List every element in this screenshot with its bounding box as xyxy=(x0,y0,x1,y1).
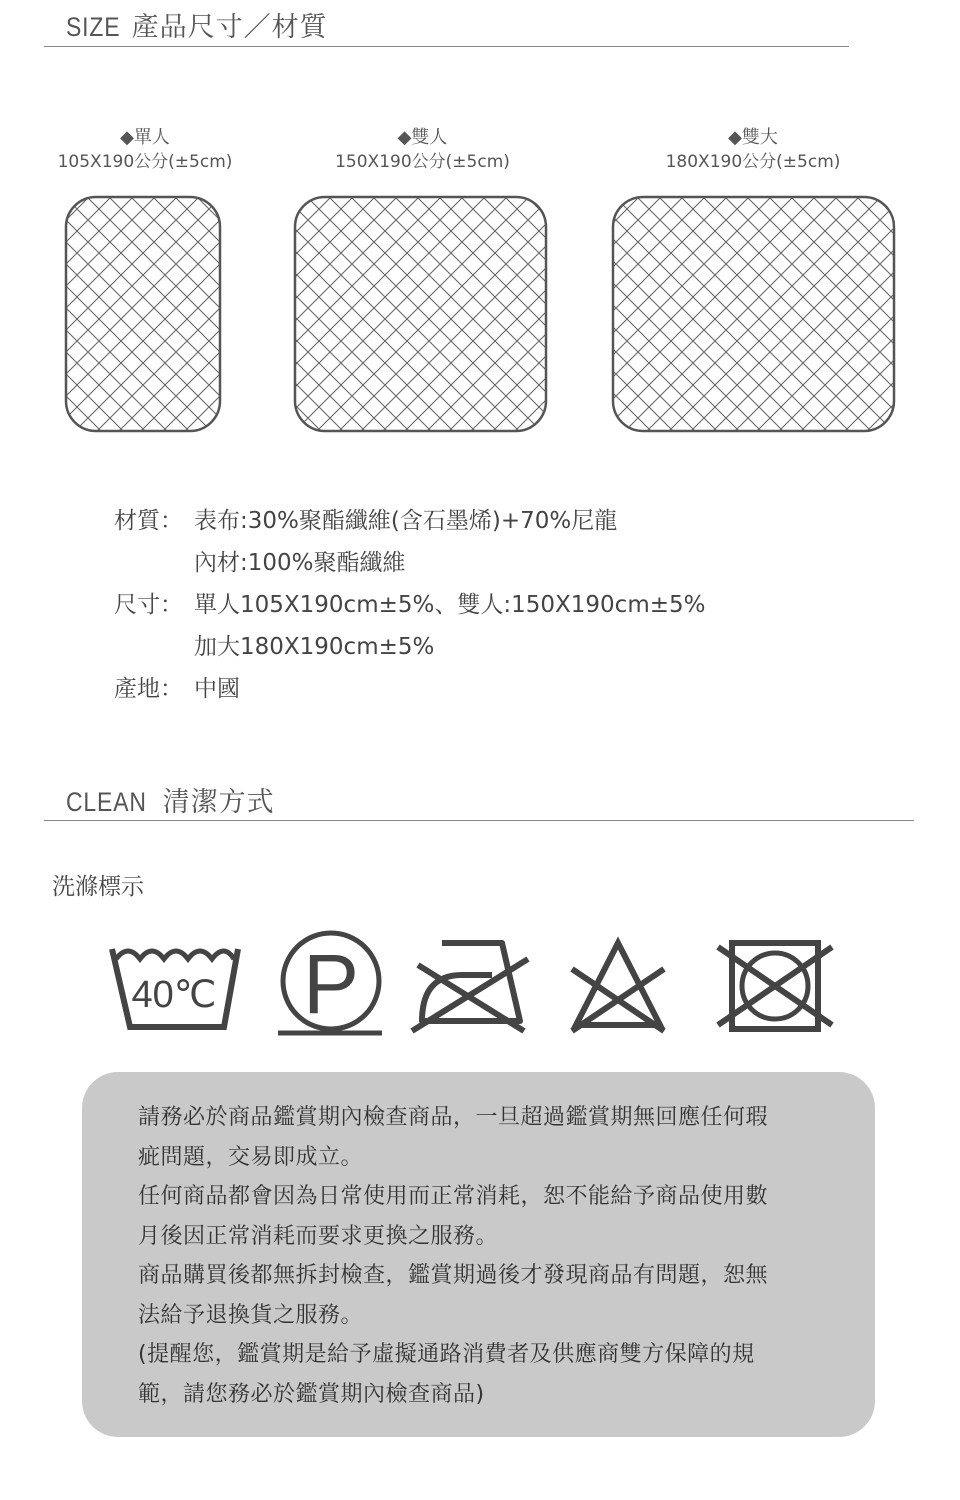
notice-line: 疵問題，交易即成立。 xyxy=(138,1144,364,1170)
notice-line: 請務必於商品鑑賞期內檢查商品，一旦超過鑑賞期無回應任何瑕 xyxy=(138,1105,769,1130)
do-not-iron-icon xyxy=(412,943,528,1031)
size-variant-dims: 180X190公分(±5cm) xyxy=(665,152,841,172)
spec-value: 加大180X190cm±5% xyxy=(194,634,435,660)
clean-section-divider xyxy=(44,820,914,821)
spec-key: 尺寸： xyxy=(114,592,183,618)
do-not-tumble-dry-icon xyxy=(718,943,832,1029)
notice-line: (提醒您，鑑賞期是給予虛擬通路消費者及供應商雙方保障的規 xyxy=(138,1342,755,1367)
professional-dry-clean-p-icon xyxy=(278,933,382,1033)
spec-value: 表布:30%聚酯纖維(含石墨烯)+70%尼龍 xyxy=(194,508,618,534)
care-symbols xyxy=(100,925,850,1045)
notice-text xyxy=(138,1098,768,1414)
spec-value: 內材:100%聚酯纖維 xyxy=(194,550,406,576)
do-not-bleach-icon xyxy=(572,943,664,1031)
wash-label: 洗滌標示 xyxy=(52,874,144,900)
spec-key: 材質： xyxy=(114,508,183,534)
spec-value: 中國 xyxy=(194,676,240,702)
spec-list xyxy=(114,500,705,710)
size-title-zh: 產品尺寸／材質 xyxy=(131,12,328,43)
notice-line: 任何商品都會因為日常使用而正常消耗，恕不能給予商品使用數 xyxy=(138,1184,769,1209)
single-pad-shape xyxy=(66,197,220,431)
size-variant-name: ◆雙大 xyxy=(728,127,778,148)
wash-40c-icon xyxy=(112,949,238,1027)
notice-line: 月後因正常消耗而要求更換之服務。 xyxy=(138,1223,499,1249)
notice-box xyxy=(82,1072,875,1437)
spec-row-material xyxy=(114,500,705,542)
clean-title-en: CLEAN xyxy=(66,787,147,817)
spec-row-material-inner xyxy=(114,542,705,584)
clean-title-zh: 清潔方式 xyxy=(162,787,275,818)
dry-clean-letter: P xyxy=(302,937,360,1031)
double-pad-shape xyxy=(295,197,546,431)
spec-row-size xyxy=(114,584,705,626)
notice-line: 範，請您務必於鑑賞期內檢查商品) xyxy=(138,1381,485,1407)
size-title-en: SIZE xyxy=(66,12,121,42)
spec-row-size-large xyxy=(114,626,705,668)
double-large-pad-shape xyxy=(613,197,894,431)
size-variant-dims: 105X190公分(±5cm) xyxy=(57,152,233,172)
notice-line: 商品購買後都無拆封檢查，鑑賞期過後才發現商品有問題，恕無 xyxy=(138,1263,769,1288)
clean-section-title xyxy=(66,780,275,819)
quilted-pad-illustrations xyxy=(0,0,960,460)
spec-value: 單人105X190cm±5%、雙人:150X190cm±5% xyxy=(194,592,706,618)
size-variant-name: ◆雙人 xyxy=(397,127,448,148)
notice-line: 法給予退換貨之服務。 xyxy=(138,1302,364,1328)
size-variant-name: ◆單人 xyxy=(120,127,170,148)
spec-key: 產地： xyxy=(114,676,183,702)
size-variant-dims: 150X190公分(±5cm) xyxy=(335,152,510,172)
spec-row-origin xyxy=(114,668,705,710)
wash-temperature-text: 40℃ xyxy=(131,974,217,1016)
